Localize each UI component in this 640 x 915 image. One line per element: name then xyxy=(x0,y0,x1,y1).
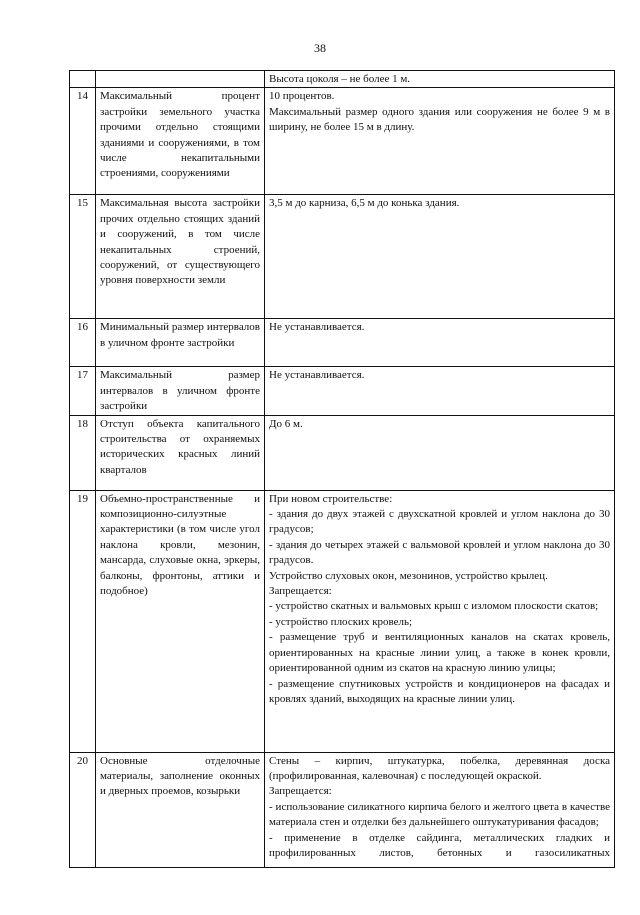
table-row xyxy=(70,195,615,319)
row-number: 17 xyxy=(70,367,96,415)
row-value xyxy=(265,367,615,415)
value-line: Максимальный размер одного здания или сооружения не более 9 м в ширину, не более 15 м в длину. xyxy=(269,105,610,134)
table-row xyxy=(70,490,615,752)
value-line: До 6 м. xyxy=(269,417,303,430)
regulations-table xyxy=(69,70,615,868)
value-line: - применение в отделке сайдинга, металлических гладких и профилированных листов, бетонных и газосиликатных xyxy=(269,831,610,860)
value-line: 3,5 м до карниза, 6,5 м до конька здания. xyxy=(269,197,460,210)
value-line: - использование силикатного кирпича белого и желтого цвета в качестве материала стен и отделки без дальнейшего оштукатуривания фасадов; xyxy=(269,800,610,829)
value-line: Не устанавливается. xyxy=(269,321,365,334)
value-line: Высота цоколя – не более 1 м. xyxy=(269,73,411,85)
value-line: - устройство плоских кровель; xyxy=(269,615,413,628)
row-value xyxy=(265,88,615,195)
row-value xyxy=(265,490,615,752)
table-row xyxy=(70,752,615,867)
table-row xyxy=(70,319,615,367)
value-line: Запрещается: xyxy=(269,585,332,598)
value-line: При новом строительстве: xyxy=(269,492,393,505)
value-line: Устройство слуховых окон, мезонинов, устройство крылец. xyxy=(269,569,548,582)
value-line: Запрещается: xyxy=(269,785,332,798)
row-number: 16 xyxy=(70,319,96,367)
row-parameter: Максимальная высота застройки прочих отдельно стоящих зданий и сооружений, в том числе некапитальных строений, сооружений, от существующего уровня поверхности земли xyxy=(96,195,265,319)
row-number: 19 xyxy=(70,490,96,752)
row-parameter: Максимальный процент застройки земельного участка прочими отдельно стоящими зданиями и сооружениями, в том числе некапитальными строениями, сооружениями xyxy=(96,88,265,195)
value-line: - размещение труб и вентиляционных каналов на скатах кровель, ориентированных на красные линии улиц, а также в конек кровли, ориентированной одним из скатов на красную линию улицы; xyxy=(269,631,610,675)
value-line: - здания до двух этажей с двухскатной кровлей и углом наклона до 30 градусов; xyxy=(269,508,610,536)
row-number: 18 xyxy=(70,415,96,490)
row-number: 14 xyxy=(70,88,96,195)
table-row xyxy=(70,367,615,415)
row-number: 20 xyxy=(70,752,96,867)
value-line: - здания до четырех этажей с вальмовой кровлей и углом наклона до 30 градусов. xyxy=(269,538,610,567)
row-parameter: Объемно-пространственные и композиционно-силуэтные характеристики (в том числе угол наклона кровли, мезонин, мансарда, слуховые окна, эркеры, балконы, фронтоны, аттики и подобное) xyxy=(96,490,265,752)
row-number: 15 xyxy=(70,195,96,319)
row-number xyxy=(70,71,96,88)
table-row xyxy=(70,415,615,490)
value-line: - устройство скатных и вальмовых крыш с изломом плоскости скатов; xyxy=(269,600,599,613)
row-value xyxy=(265,415,615,490)
row-value xyxy=(265,319,615,367)
table-row xyxy=(70,88,615,195)
value-line: - размещение спутниковых устройств и кондиционеров на фасадах и кровлях зданий, выходящих на красные линии улиц. xyxy=(269,677,610,705)
row-parameter: Максимальный размер интервалов в уличном фронте застройки xyxy=(96,367,265,415)
row-value xyxy=(265,71,615,88)
page-number: 38 xyxy=(314,41,326,55)
row-parameter xyxy=(96,71,265,88)
row-parameter: Отступ объекта капитального строительства от охраняемых исторических красных линий кварталов xyxy=(96,415,265,490)
row-parameter: Основные отделочные материалы, заполнение оконных и дверных проемов, козырьки xyxy=(96,752,265,867)
row-value xyxy=(265,752,615,867)
row-parameter: Минимальный размер интервалов в уличном фронте застройки xyxy=(96,319,265,367)
value-line: Стены – кирпич, штукатурка, побелка, деревянная доска (профилированная, калевочная) с последующей окраской. xyxy=(269,754,610,783)
row-value xyxy=(265,195,615,319)
value-line: Не устанавливается. xyxy=(269,369,365,382)
table-row xyxy=(70,71,615,88)
value-line: 10 процентов. xyxy=(269,90,335,103)
